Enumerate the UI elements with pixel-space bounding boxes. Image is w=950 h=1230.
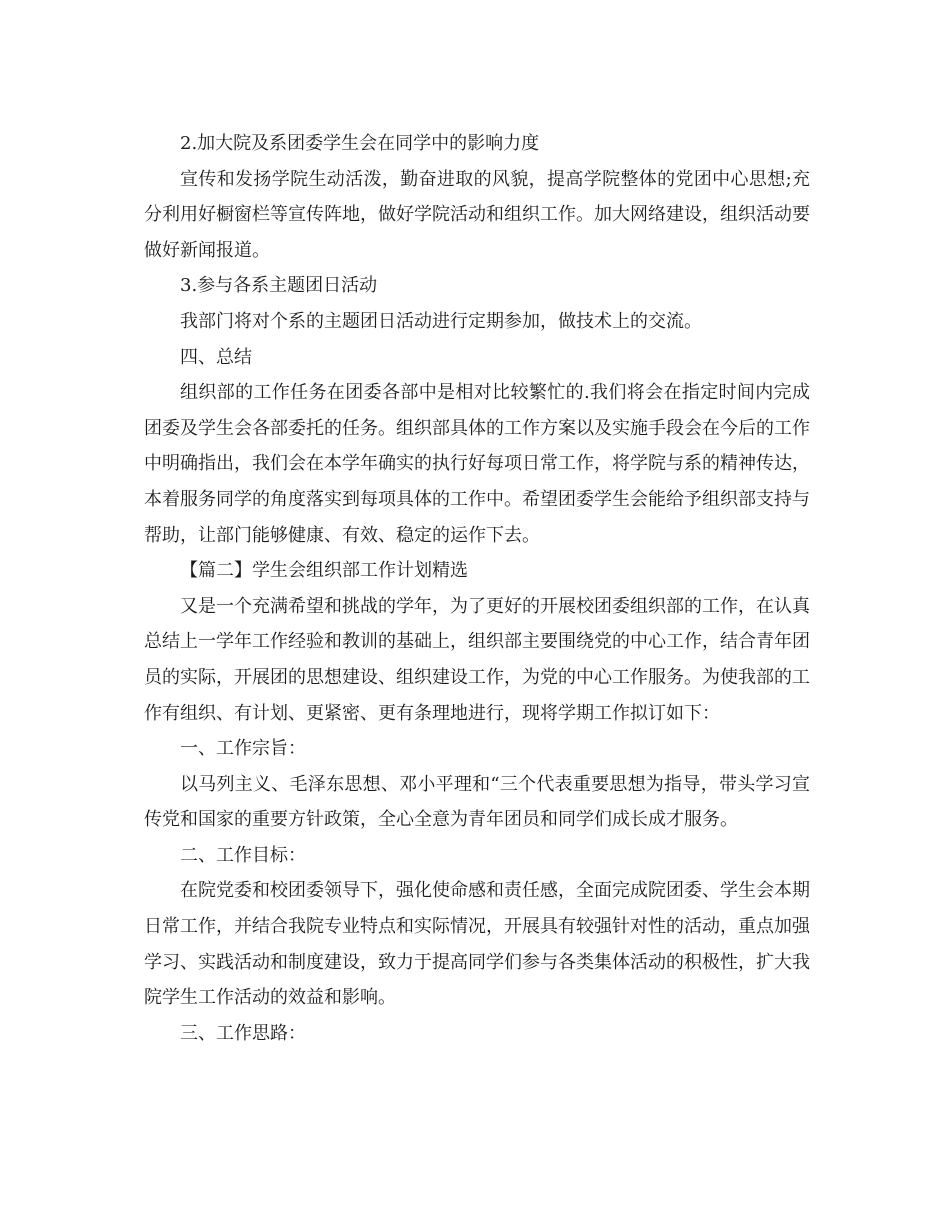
subheading-3: 3.参与各系主题团日活动 (180, 275, 378, 297)
part-two-title: 【篇二】学生会组织部工作计划精选 (180, 560, 468, 582)
paragraph-intro: 又是一个充满希望和挑战的学年，为了更好的开展校团委组织部的工作，在认真总结上一学年工作经验和教训的基础上，组织部主要围绕党的中心工作，结合青年团员的实际，开展团的思想建设、组织建设工作，为党的中心工作服务。为使我部的工作有组织、有计划、更紧密、更有条理地进行，现将学期工作拟订如下： (144, 595, 810, 724)
paragraph-theme-day: 我部门将对个系的主题团日活动进行定期参加，做技术上的交流。 (180, 310, 702, 332)
paragraph-goals: 在院党委和校团委领导下，强化使命感和责任感，全面完成院团委、学生会本期日常工作，并结合我院专业特点和实际情况，开展具有较强针对性的活动，重点加强学习、实践活动和制度建设，致力于提高同学们参与各类集体活动的积极性，扩大我院学生工作活动的效益和影响。 (144, 880, 810, 1009)
section-heading-summary: 四、总结 (180, 346, 252, 368)
paragraph-publicity: 宣传和发扬学院生动活泼，勤奋进取的风貌，提高学院整体的党团中心思想;充分利用好橱窗栏等宣传阵地，做好学院活动和组织工作。加大网络建设，组织活动要做好新闻报道。 (144, 168, 810, 261)
section-heading-approach: 三、工作思路： (180, 1022, 306, 1044)
paragraph-purpose: 以马列主义、毛泽东思想、邓小平理和“三个代表重要思想为指导，带头学习宣传党和国家的重要方针政策，全心全意为青年团员和同学们成长成才服务。 (144, 773, 810, 831)
section-heading-goals: 二、工作目标： (180, 844, 306, 866)
subheading-2: 2.加大院及系团委学生会在同学中的影响力度 (180, 133, 540, 154)
section-heading-purpose: 一、工作宗旨： (180, 738, 306, 760)
paragraph-summary: 组织部的工作任务在团委各部中是相对比较繁忙的.我们将会在指定时间内完成团委及学生会各部委托的任务。组织部具体的工作方案以及实施手段会在今后的工作中明确指出，我们会在本学年确实的执行好每项日常工作，将学院与系的精神传达，本着服务同学的角度落实到每项具体的工作中。希望团委学生会能给予组织部支持与帮助，让部门能够健康、有效、稳定的运作下去。 (144, 382, 810, 546)
